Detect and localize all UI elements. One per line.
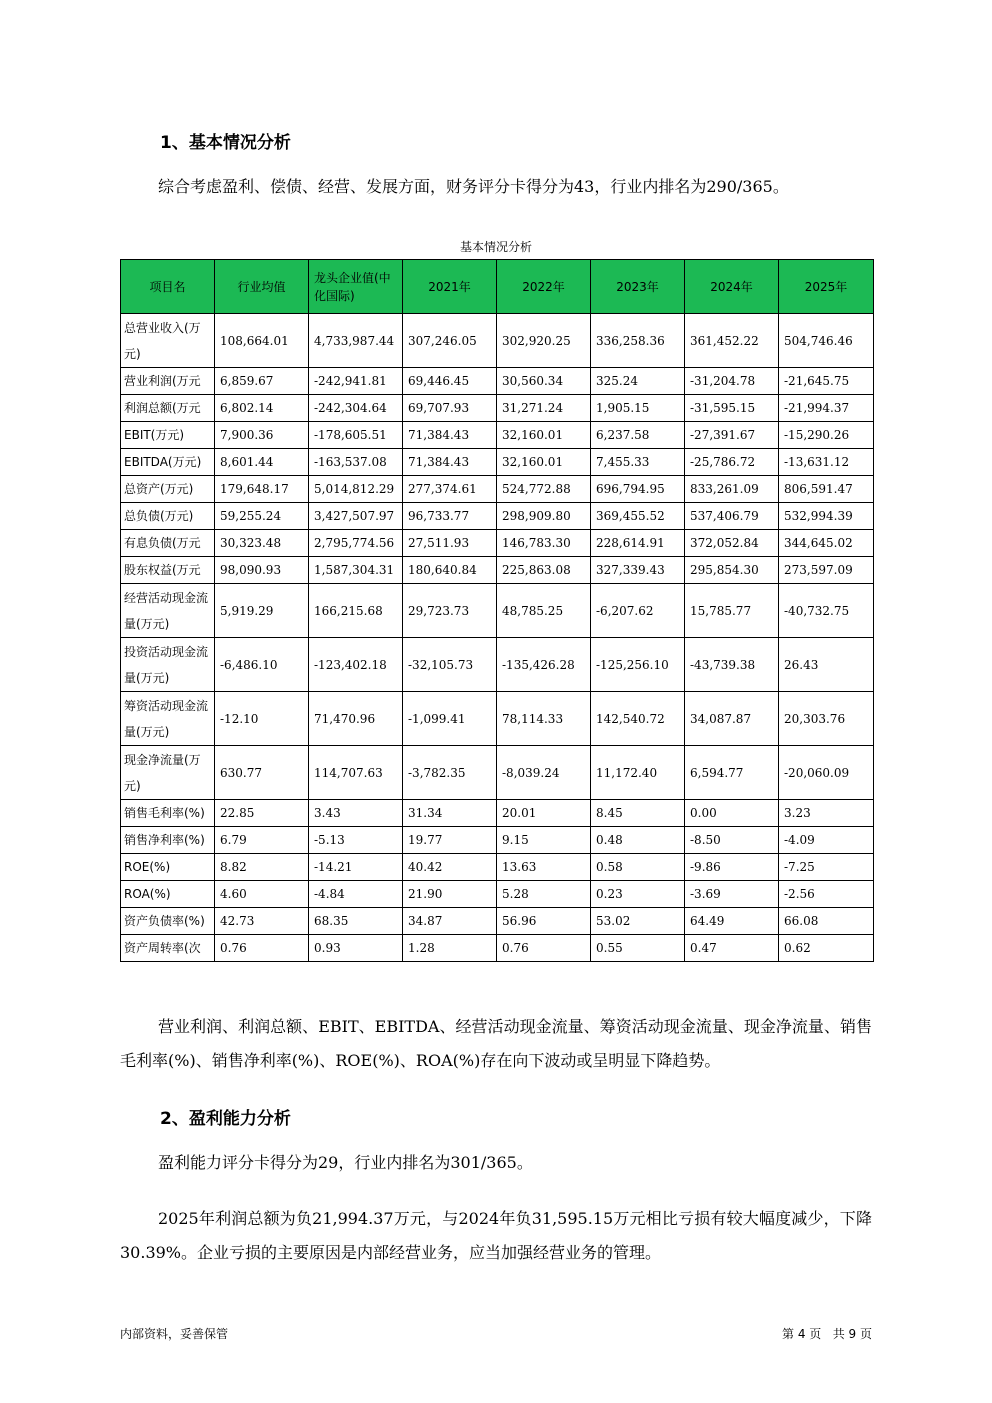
table-cell: 0.76 xyxy=(215,935,309,962)
table-cell: 15,785.77 xyxy=(685,584,779,638)
table-cell: 48,785.25 xyxy=(497,584,591,638)
table-cell: -6,486.10 xyxy=(215,638,309,692)
row-label: 现金净流量(万元) xyxy=(121,746,215,800)
table-cell: 66.08 xyxy=(779,908,874,935)
table-cell: 69,707.93 xyxy=(403,395,497,422)
section-2-detail: 2025年利润总额为负21,994.37万元，与2024年负31,595.15万元相比亏损有较大幅度减少，下降30.39%。企业亏损的主要原因是内部经营业务，应当加强经营业务的管理。 xyxy=(120,1209,872,1262)
table-cell: -20,060.09 xyxy=(779,746,874,800)
table-cell: -242,941.81 xyxy=(309,368,403,395)
table-cell: 0.93 xyxy=(309,935,403,962)
table-cell: 369,455.52 xyxy=(591,503,685,530)
table-cell: 532,994.39 xyxy=(779,503,874,530)
table-cell: -21,645.75 xyxy=(779,368,874,395)
footer-page-number: 第 4 页 共 9 页 xyxy=(782,1327,872,1341)
header-item: 项目名 xyxy=(121,260,215,314)
table-cell: -178,605.51 xyxy=(309,422,403,449)
table-cell: -5.13 xyxy=(309,827,403,854)
row-label: 有息负债(万元 xyxy=(121,530,215,557)
table-cell: 336,258.36 xyxy=(591,314,685,368)
table-cell: 0.47 xyxy=(685,935,779,962)
table-cell: 7,455.33 xyxy=(591,449,685,476)
table-cell: -21,994.37 xyxy=(779,395,874,422)
table-cell: -125,256.10 xyxy=(591,638,685,692)
row-label: ROE(%) xyxy=(121,854,215,881)
table-cell: -4.09 xyxy=(779,827,874,854)
section-1-summary: 综合考虑盈利、偿债、经营、发展方面，财务评分卡得分为43，行业内排名为290/365。 xyxy=(158,177,789,196)
table-cell: 8.45 xyxy=(591,800,685,827)
table-cell: 30,323.48 xyxy=(215,530,309,557)
table-cell: -135,426.28 xyxy=(497,638,591,692)
table-cell: 298,909.80 xyxy=(497,503,591,530)
table-cell: -3.69 xyxy=(685,881,779,908)
table-cell: 40.42 xyxy=(403,854,497,881)
table-header-row xyxy=(121,260,874,314)
table-cell: -4.84 xyxy=(309,881,403,908)
table-cell: -27,391.67 xyxy=(685,422,779,449)
table-cell: 1.28 xyxy=(403,935,497,962)
table-cell: 29,723.73 xyxy=(403,584,497,638)
table-cell: -163,537.08 xyxy=(309,449,403,476)
table-cell: 9.15 xyxy=(497,827,591,854)
table-cell: 3,427,507.97 xyxy=(309,503,403,530)
row-label: EBITDA(万元) xyxy=(121,449,215,476)
table-cell: 6,859.67 xyxy=(215,368,309,395)
table-cell: 21.90 xyxy=(403,881,497,908)
table-cell: 59,255.24 xyxy=(215,503,309,530)
table-cell: 20.01 xyxy=(497,800,591,827)
table-cell: 179,648.17 xyxy=(215,476,309,503)
table-cell: -7.25 xyxy=(779,854,874,881)
table-cell: 11,172.40 xyxy=(591,746,685,800)
section-2-score: 盈利能力评分卡得分为29，行业内排名为301/365。 xyxy=(158,1153,533,1172)
section-2-title: 2、盈利能力分析 xyxy=(160,1109,291,1129)
table-row xyxy=(121,827,874,854)
row-label: 销售净利率(%) xyxy=(121,827,215,854)
table-row xyxy=(121,800,874,827)
table-cell: 34,087.87 xyxy=(685,692,779,746)
table-cell: 8,601.44 xyxy=(215,449,309,476)
table-cell: 225,863.08 xyxy=(497,557,591,584)
table-cell: 108,664.01 xyxy=(215,314,309,368)
table-cell: 26.43 xyxy=(779,638,874,692)
table-cell: 277,374.61 xyxy=(403,476,497,503)
table-cell: 307,246.05 xyxy=(403,314,497,368)
row-label: 营业利润(万元 xyxy=(121,368,215,395)
table-cell: 27,511.93 xyxy=(403,530,497,557)
table-cell: 31,271.24 xyxy=(497,395,591,422)
table-cell: 71,470.96 xyxy=(309,692,403,746)
table-cell: -12.10 xyxy=(215,692,309,746)
table-cell: 4.60 xyxy=(215,881,309,908)
table-cell: 6.79 xyxy=(215,827,309,854)
table-row xyxy=(121,584,874,638)
row-label: 经营活动现金流量(万元) xyxy=(121,584,215,638)
table-cell: -8.50 xyxy=(685,827,779,854)
table-cell: 71,384.43 xyxy=(403,449,497,476)
table-cell: -43,739.38 xyxy=(685,638,779,692)
header-leader: 龙头企业值(中化国际) xyxy=(309,260,403,314)
table-cell: 6,802.14 xyxy=(215,395,309,422)
table-cell: -9.86 xyxy=(685,854,779,881)
table-cell: 228,614.91 xyxy=(591,530,685,557)
row-label: 总营业收入(万元) xyxy=(121,314,215,368)
table-cell: 0.00 xyxy=(685,800,779,827)
table-cell: 6,594.77 xyxy=(685,746,779,800)
table-cell: 32,160.01 xyxy=(497,449,591,476)
trend-note: 营业利润、利润总额、EBIT、EBITDA、经营活动现金流量、筹资活动现金流量、现金净流量、销售毛利率(%)、销售净利率(%)、ROE(%)、ROA(%)存在向下波动或呈明显下降趋势。 xyxy=(120,1017,872,1070)
table-cell: -3,782.35 xyxy=(403,746,497,800)
table-cell: 30,560.34 xyxy=(497,368,591,395)
table-row xyxy=(121,395,874,422)
table-row xyxy=(121,422,874,449)
table-cell: 0.23 xyxy=(591,881,685,908)
table-row xyxy=(121,638,874,692)
table-cell: -15,290.26 xyxy=(779,422,874,449)
table-cell: 20,303.76 xyxy=(779,692,874,746)
row-label: 股东权益(万元 xyxy=(121,557,215,584)
table-cell: 0.76 xyxy=(497,935,591,962)
table-cell: 180,640.84 xyxy=(403,557,497,584)
table-cell: 4,733,987.44 xyxy=(309,314,403,368)
table-cell: 806,591.47 xyxy=(779,476,874,503)
table-cell: -31,204.78 xyxy=(685,368,779,395)
table-cell: 0.55 xyxy=(591,935,685,962)
table-row xyxy=(121,503,874,530)
header-2021: 2021年 xyxy=(403,260,497,314)
row-label: 投资活动现金流量(万元) xyxy=(121,638,215,692)
table-cell: 68.35 xyxy=(309,908,403,935)
table-cell: 5,919.29 xyxy=(215,584,309,638)
table-body xyxy=(121,314,874,962)
table-cell: -25,786.72 xyxy=(685,449,779,476)
table-cell: 7,900.36 xyxy=(215,422,309,449)
table-cell: 5.28 xyxy=(497,881,591,908)
table-cell: -6,207.62 xyxy=(591,584,685,638)
table-row xyxy=(121,881,874,908)
table-cell: 19.77 xyxy=(403,827,497,854)
row-label: 利润总额(万元 xyxy=(121,395,215,422)
table-cell: 537,406.79 xyxy=(685,503,779,530)
table-cell: 96,733.77 xyxy=(403,503,497,530)
row-label: 资产负债率(%) xyxy=(121,908,215,935)
table-cell: 114,707.63 xyxy=(309,746,403,800)
table-cell: -13,631.12 xyxy=(779,449,874,476)
table-row xyxy=(121,854,874,881)
table-cell: 0.62 xyxy=(779,935,874,962)
table-cell: 53.02 xyxy=(591,908,685,935)
table-cell: 78,114.33 xyxy=(497,692,591,746)
table-cell: 64.49 xyxy=(685,908,779,935)
table-cell: 31.34 xyxy=(403,800,497,827)
table-cell: 2,795,774.56 xyxy=(309,530,403,557)
table-cell: 5,014,812.29 xyxy=(309,476,403,503)
financial-table xyxy=(120,259,874,962)
table-cell: 3.23 xyxy=(779,800,874,827)
table-cell: 98,090.93 xyxy=(215,557,309,584)
table-cell: 32,160.01 xyxy=(497,422,591,449)
row-label: ROA(%) xyxy=(121,881,215,908)
table-cell: 34.87 xyxy=(403,908,497,935)
header-2023: 2023年 xyxy=(591,260,685,314)
table-cell: 325.24 xyxy=(591,368,685,395)
table-cell: 524,772.88 xyxy=(497,476,591,503)
header-industry-avg: 行业均值 xyxy=(215,260,309,314)
table-cell: 327,339.43 xyxy=(591,557,685,584)
table-cell: 166,215.68 xyxy=(309,584,403,638)
table-row xyxy=(121,530,874,557)
table-row xyxy=(121,449,874,476)
table-cell: 146,783.30 xyxy=(497,530,591,557)
table-cell: 630.77 xyxy=(215,746,309,800)
table-cell: 69,446.45 xyxy=(403,368,497,395)
table-cell: 0.58 xyxy=(591,854,685,881)
row-label: 资产周转率(次 xyxy=(121,935,215,962)
table-cell: 302,920.25 xyxy=(497,314,591,368)
table-cell: 42.73 xyxy=(215,908,309,935)
row-label: 总资产(万元) xyxy=(121,476,215,503)
row-label: 总负债(万元) xyxy=(121,503,215,530)
table-cell: -8,039.24 xyxy=(497,746,591,800)
table-caption: 基本情况分析 xyxy=(459,240,532,254)
table-cell: -32,105.73 xyxy=(403,638,497,692)
table-cell: -31,595.15 xyxy=(685,395,779,422)
table-row xyxy=(121,692,874,746)
table-cell: 22.85 xyxy=(215,800,309,827)
table-row xyxy=(121,314,874,368)
section-1-title: 1、基本情况分析 xyxy=(160,133,291,153)
table-cell: 8.82 xyxy=(215,854,309,881)
row-label: EBIT(万元) xyxy=(121,422,215,449)
table-row xyxy=(121,368,874,395)
header-2022: 2022年 xyxy=(497,260,591,314)
table-row xyxy=(121,935,874,962)
table-cell: -242,304.64 xyxy=(309,395,403,422)
row-label: 销售毛利率(%) xyxy=(121,800,215,827)
table-cell: 504,746.46 xyxy=(779,314,874,368)
table-cell: -2.56 xyxy=(779,881,874,908)
table-cell: 6,237.58 xyxy=(591,422,685,449)
table-cell: 56.96 xyxy=(497,908,591,935)
table-cell: 295,854.30 xyxy=(685,557,779,584)
table-cell: 273,597.09 xyxy=(779,557,874,584)
table-cell: -14.21 xyxy=(309,854,403,881)
table-cell: -123,402.18 xyxy=(309,638,403,692)
table-cell: -40,732.75 xyxy=(779,584,874,638)
table-cell: 833,261.09 xyxy=(685,476,779,503)
table-cell: 361,452.22 xyxy=(685,314,779,368)
table-cell: 13.63 xyxy=(497,854,591,881)
header-2025: 2025年 xyxy=(779,260,874,314)
table-cell: 1,587,304.31 xyxy=(309,557,403,584)
footer-confidential: 内部资料，妥善保管 xyxy=(120,1327,229,1341)
table-cell: 372,052.84 xyxy=(685,530,779,557)
table-cell: 0.48 xyxy=(591,827,685,854)
row-label: 筹资活动现金流量(万元) xyxy=(121,692,215,746)
header-2024: 2024年 xyxy=(685,260,779,314)
table-row xyxy=(121,746,874,800)
table-cell: 71,384.43 xyxy=(403,422,497,449)
table-cell: 1,905.15 xyxy=(591,395,685,422)
table-cell: 3.43 xyxy=(309,800,403,827)
table-cell: 696,794.95 xyxy=(591,476,685,503)
table-cell: -1,099.41 xyxy=(403,692,497,746)
table-row xyxy=(121,908,874,935)
table-row xyxy=(121,476,874,503)
table-cell: 344,645.02 xyxy=(779,530,874,557)
table-row xyxy=(121,557,874,584)
table-cell: 142,540.72 xyxy=(591,692,685,746)
